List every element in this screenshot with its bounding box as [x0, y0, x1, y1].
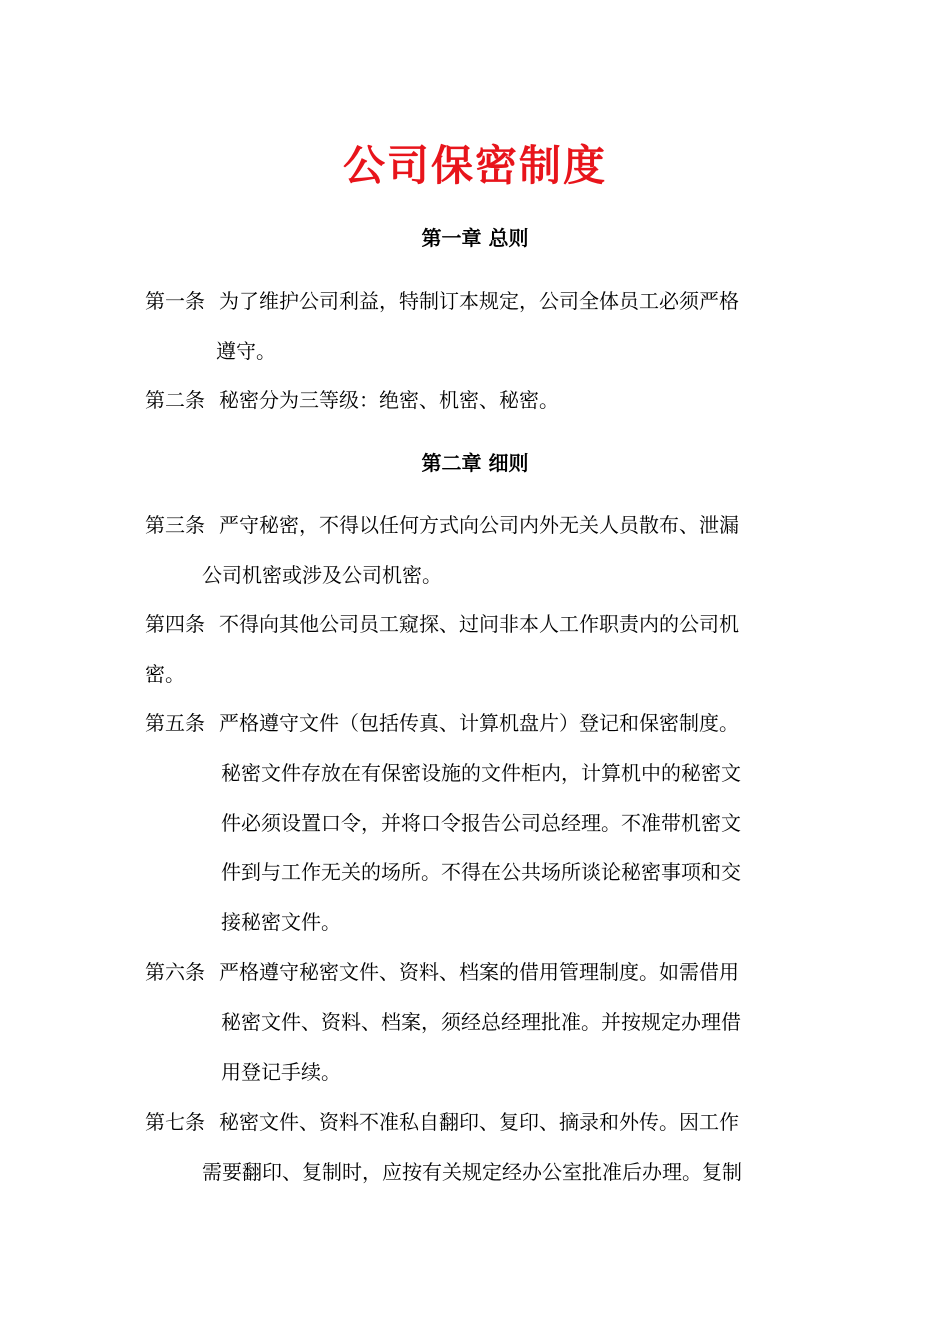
- article-7-text-1: 秘密文件、资料不准私自翻印、复印、摘录和外传。因工作: [219, 1110, 739, 1134]
- article-6-label: 第六条: [145, 960, 205, 984]
- article-7-line-2: 需要翻印、复制时，应按有关规定经办公室批准后办理。复制: [202, 1160, 742, 1184]
- article-5-line-2: 秘密文件存放在有保密设施的文件柜内，计算机中的秘密文: [221, 761, 741, 785]
- article-7-label: 第七条: [145, 1110, 205, 1134]
- article-2-text-1: 秘密分为三等级：绝密、机密、秘密。: [219, 388, 559, 412]
- article-3-text-1: 严守秘密，不得以任何方式向公司内外无关人员散布、泄漏: [219, 513, 739, 537]
- article-5-line-4: 件到与工作无关的场所。不得在公共场所谈论秘密事项和交: [221, 860, 741, 884]
- article-5-text-1: 严格遵守文件（包括传真、计算机盘片）登记和保密制度。: [219, 711, 739, 735]
- article-5-line-5: 接秘密文件。: [221, 910, 341, 934]
- article-3-line-2: 公司机密或涉及公司机密。: [202, 563, 442, 587]
- article-6-line-2: 秘密文件、资料、档案，须经总经理批准。并按规定办理借: [221, 1010, 741, 1034]
- article-5-line-3: 件必须设置口令，并将口令报告公司总经理。不准带机密文: [221, 811, 741, 835]
- article-6-line-3: 用登记手续。: [221, 1060, 341, 1084]
- chapter-heading-details: 第二章 细则: [421, 451, 529, 475]
- article-4-line-1: [145, 609, 739, 639]
- article-1-label: 第一条: [145, 289, 205, 313]
- article-1-line-1: [145, 286, 739, 316]
- article-1-text-1: 为了维护公司利益，特制订本规定，公司全体员工必须严格: [219, 289, 739, 313]
- article-5-label: 第五条: [145, 711, 205, 735]
- document-title: 公司保密制度: [342, 141, 607, 190]
- article-6-line-1: [145, 957, 739, 987]
- article-7-line-1: [145, 1107, 739, 1137]
- article-3-label: 第三条: [145, 513, 205, 537]
- article-4-label: 第四条: [145, 612, 205, 636]
- article-5-line-1: [145, 708, 739, 738]
- chapter-heading-general: 第一章 总则: [421, 226, 529, 250]
- article-4-text-1: 不得向其他公司员工窥探、过问非本人工作职责内的公司机: [219, 612, 739, 636]
- article-2-label: 第二条: [145, 388, 205, 412]
- article-4-line-2: 密。: [145, 662, 185, 686]
- article-1-line-2: 遵守。: [216, 339, 276, 363]
- article-2-line-1: [145, 385, 559, 415]
- article-3-line-1: [145, 510, 739, 540]
- article-6-text-1: 严格遵守秘密文件、资料、档案的借用管理制度。如需借用: [219, 960, 739, 984]
